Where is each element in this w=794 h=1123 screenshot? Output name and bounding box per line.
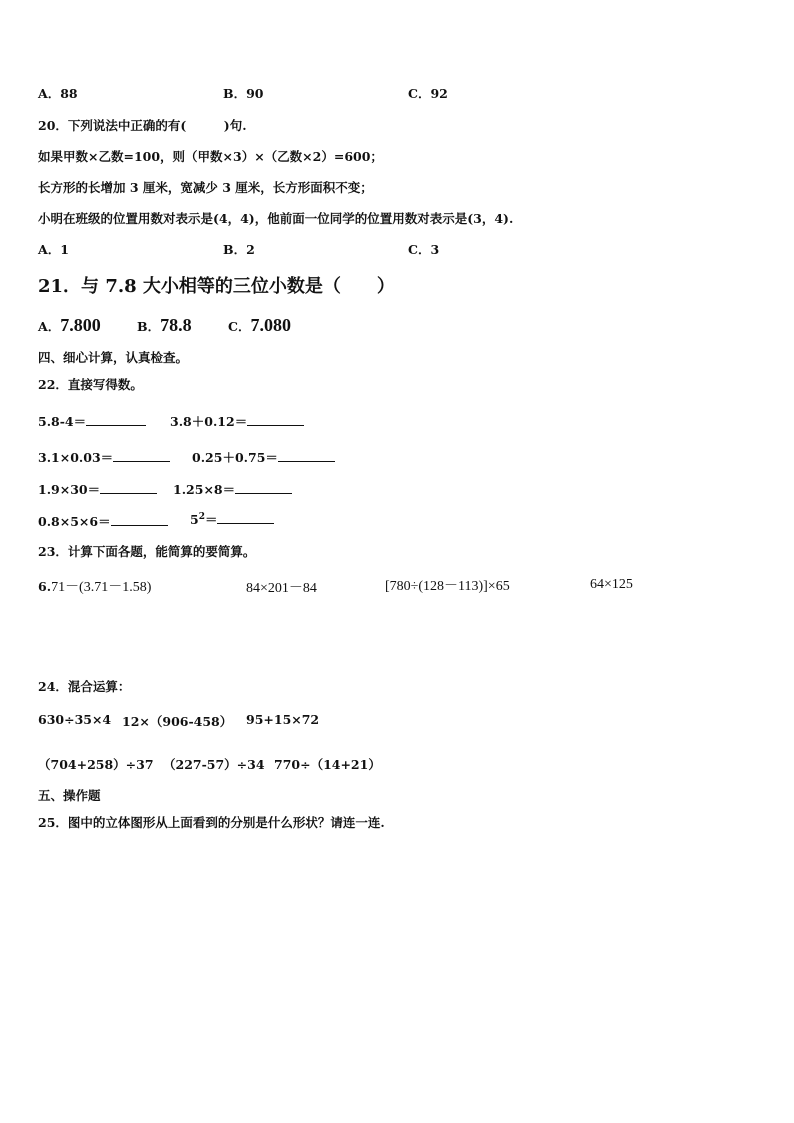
q22-stem: 22．直接写得数。	[38, 377, 143, 392]
q21-stem: 21．与 7.8 大小相等的三位小数是（ ）	[38, 276, 395, 297]
q20-statement-2: 长方形的长增加 3 厘米，宽减少 3 厘米，长方形面积不变；	[38, 180, 373, 195]
q23-stem: 23．计算下面各题，能简算的要简算。	[38, 544, 256, 559]
q22-item-5: 1.9×30＝	[38, 480, 157, 498]
q20-statement-3: 小明在班级的位置用数对表示是(4，4)，他前面一位同学的位置用数对表示是(3，4).	[38, 211, 514, 226]
q19-option-b: B．90	[223, 86, 264, 101]
section-4-heading: 四、细心计算，认真检查。	[38, 350, 189, 365]
q24-expr-4: （704+258）÷37	[38, 757, 154, 772]
q21-option-b	[137, 315, 192, 336]
q23-expr-2: 84×201－84	[246, 581, 317, 596]
q22-item-6: 1.25×8＝	[173, 480, 292, 498]
q22-item-7: 0.8×5×6＝	[38, 512, 168, 530]
q20-option-c: C．3	[408, 242, 440, 257]
q21-option-a-label: A．	[38, 319, 61, 334]
q22-item-8-exponent: 2	[198, 511, 205, 522]
q21-option-c-label: C．	[228, 319, 251, 334]
q20-option-b: B．2	[223, 242, 255, 257]
q21-option-b-value: 78.8	[160, 315, 192, 335]
q24-expr-2: 12×（906-458）	[122, 714, 233, 729]
q22-item-4: 0.25＋0.75＝	[192, 448, 335, 466]
q24-stem: 24．混合运算：	[38, 679, 131, 694]
q21-option-c	[228, 315, 291, 336]
q19-option-c: C．92	[408, 86, 448, 101]
q25-stem: 25．图中的立体图形从上面看到的分别是什么形状？请连一连.	[38, 815, 385, 830]
q23-expr-1: 6.71－(3.71－1.58)	[38, 579, 152, 595]
q22-item-1: 5.8-4＝	[38, 412, 146, 430]
q24-expr-1: 630÷35×4	[38, 712, 112, 727]
q21-option-c-value: 7.080	[250, 315, 291, 335]
q20-option-a: A．1	[38, 242, 69, 257]
q24-expr-3: 95+15×72	[246, 712, 320, 727]
q22-item-8: $5^2=$	[190, 510, 274, 528]
q21-option-b-label: B．	[137, 319, 161, 334]
q20-statement-1: 如果甲数×乙数=100，则（甲数×3）×（乙数×2）=600；	[38, 149, 383, 164]
section-5-heading: 五、操作题	[38, 788, 101, 803]
q21-option-a-value: 7.800	[60, 315, 101, 335]
q19-option-a: A．88	[38, 86, 78, 101]
q22-item-3: 3.1×0.03＝	[38, 448, 170, 466]
q23-expr-3: [780÷(128－113)]×65	[385, 579, 510, 594]
q20-stem: 20．下列说法中正确的有( )句.	[38, 118, 247, 133]
q23-expr-4: 64×125	[590, 577, 633, 592]
q24-expr-6: 770÷（14+21）	[274, 757, 381, 772]
q24-expr-5: （227-57）÷34	[163, 757, 265, 772]
q22-item-2: 3.8＋0.12＝	[170, 412, 304, 430]
q21-option-a	[38, 315, 101, 336]
